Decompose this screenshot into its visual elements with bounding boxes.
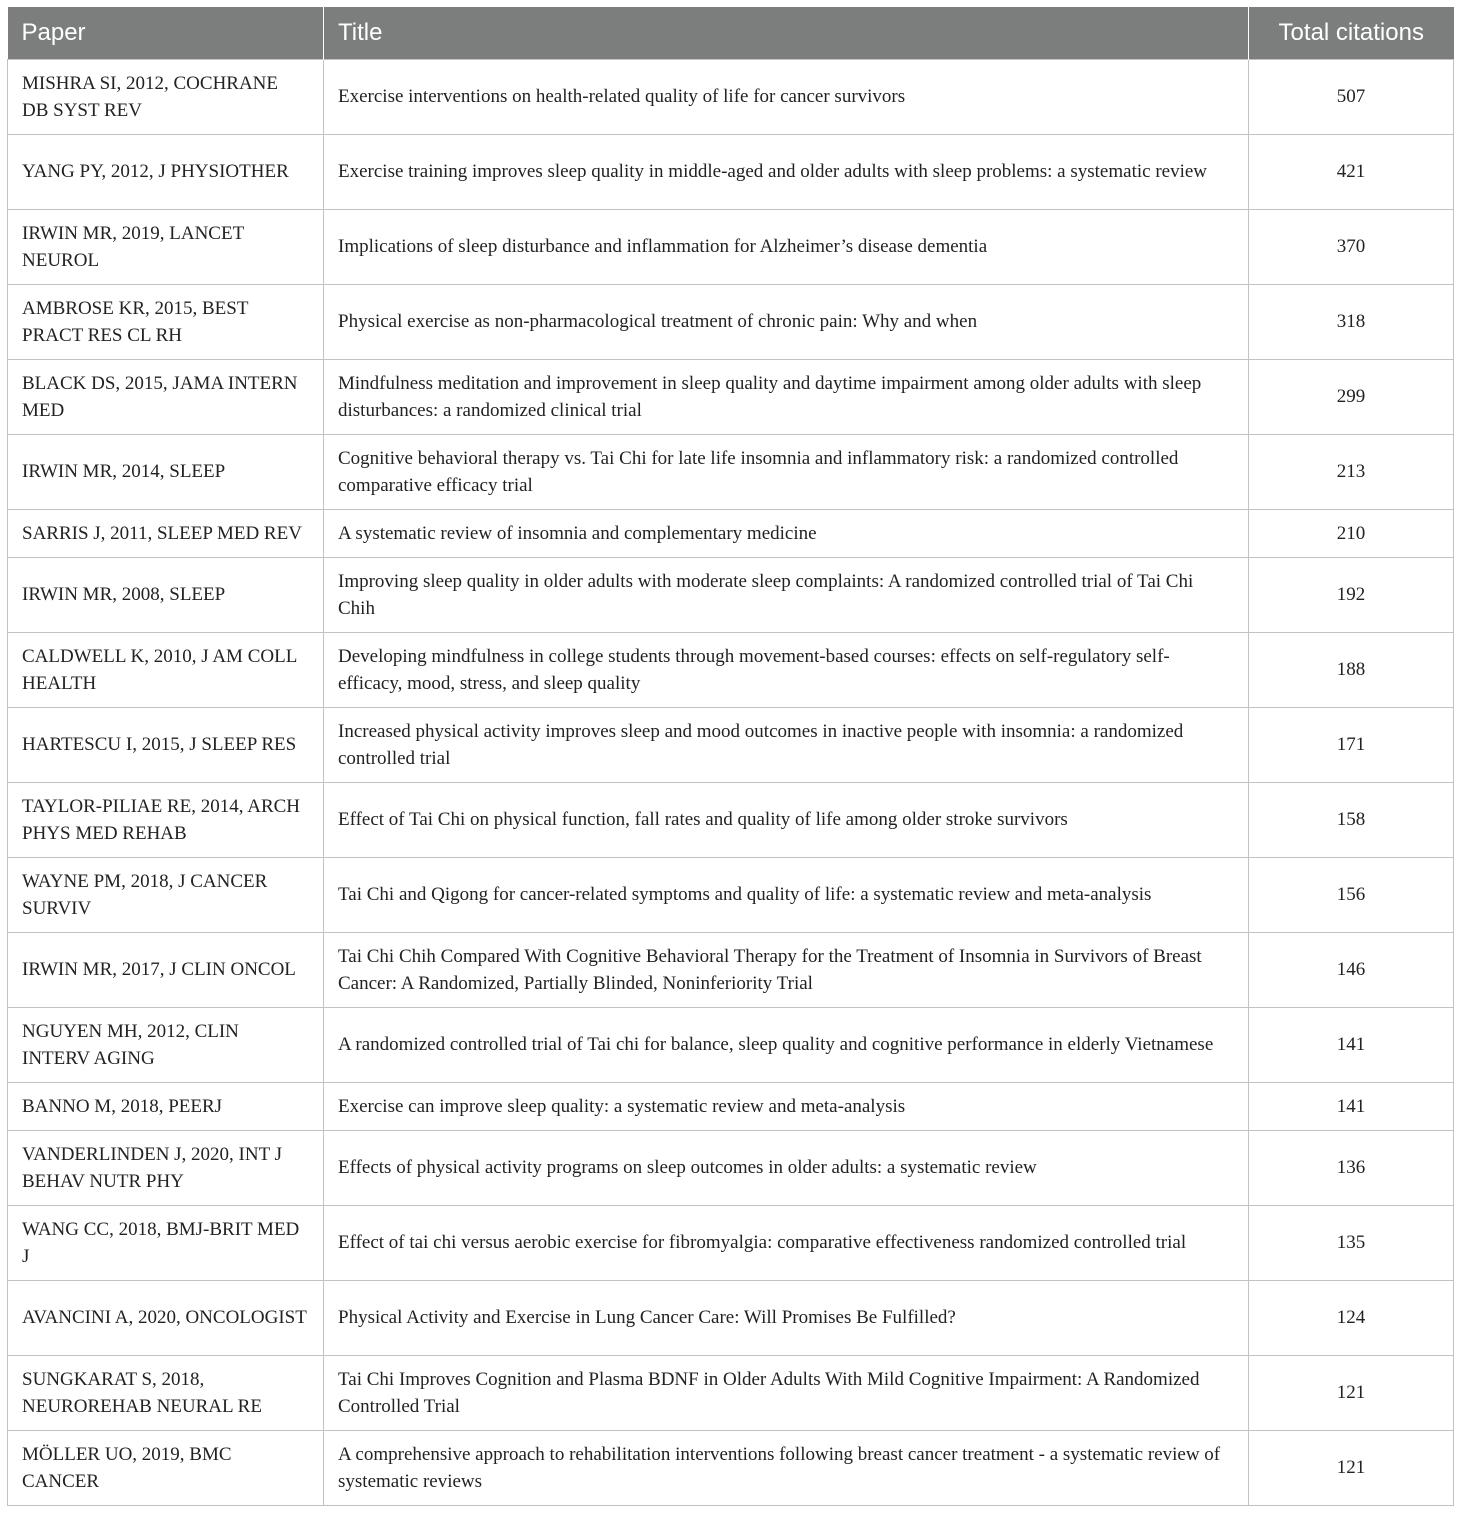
title-cell: Tai Chi and Qigong for cancer-related symptoms and quality of life: a systematic review and meta-analysis	[324, 858, 1249, 933]
title-cell: A comprehensive approach to rehabilitation interventions following breast cancer treatment - a systematic review of systematic reviews	[324, 1431, 1249, 1506]
paper-cell: SARRIS J, 2011, SLEEP MED REV	[8, 510, 324, 558]
table-row	[8, 558, 1454, 633]
table-row	[8, 633, 1454, 708]
paper-cell: IRWIN MR, 2017, J CLIN ONCOL	[8, 933, 324, 1008]
paper-cell: SUNGKARAT S, 2018, NEUROREHAB NEURAL RE	[8, 1356, 324, 1431]
citations-table-container	[7, 7, 1453, 1506]
title-cell: Tai Chi Improves Cognition and Plasma BDNF in Older Adults With Mild Cognitive Impairment: A Randomized Controlled Trial	[324, 1356, 1249, 1431]
citations-cell: 141	[1249, 1083, 1454, 1131]
table-row	[8, 360, 1454, 435]
paper-cell: BLACK DS, 2015, JAMA INTERN MED	[8, 360, 324, 435]
paper-cell: WAYNE PM, 2018, J CANCER SURVIV	[8, 858, 324, 933]
title-cell: Exercise interventions on health-related quality of life for cancer survivors	[324, 60, 1249, 135]
paper-cell: TAYLOR-PILIAE RE, 2014, ARCH PHYS MED REHAB	[8, 783, 324, 858]
header-row	[8, 7, 1454, 60]
paper-cell: YANG PY, 2012, J PHYSIOTHER	[8, 135, 324, 210]
table-row	[8, 1431, 1454, 1506]
citations-cell: 421	[1249, 135, 1454, 210]
paper-cell: NGUYEN MH, 2012, CLIN INTERV AGING	[8, 1008, 324, 1083]
citations-cell: 121	[1249, 1431, 1454, 1506]
citations-cell: 156	[1249, 858, 1454, 933]
table-row	[8, 435, 1454, 510]
table-row	[8, 285, 1454, 360]
citations-cell: 146	[1249, 933, 1454, 1008]
table-row	[8, 210, 1454, 285]
title-cell: Effect of Tai Chi on physical function, fall rates and quality of life among older stroke survivors	[324, 783, 1249, 858]
table-row	[8, 1008, 1454, 1083]
column-header-title: Title	[324, 7, 1249, 60]
table-row	[8, 1206, 1454, 1281]
table-row	[8, 1083, 1454, 1131]
table-row	[8, 1356, 1454, 1431]
citations-table	[7, 7, 1454, 1506]
title-cell: A systematic review of insomnia and complementary medicine	[324, 510, 1249, 558]
paper-cell: AMBROSE KR, 2015, BEST PRACT RES CL RH	[8, 285, 324, 360]
paper-cell: IRWIN MR, 2014, SLEEP	[8, 435, 324, 510]
title-cell: Cognitive behavioral therapy vs. Tai Chi for late life insomnia and inflammatory risk: a randomized controlled comparative efficacy trial	[324, 435, 1249, 510]
citations-cell: 136	[1249, 1131, 1454, 1206]
title-cell: Mindfulness meditation and improvement in sleep quality and daytime impairment among older adults with sleep disturbances: a randomized clinical trial	[324, 360, 1249, 435]
citations-cell: 192	[1249, 558, 1454, 633]
column-header-total-citations: Total citations	[1249, 7, 1454, 60]
table-row	[8, 708, 1454, 783]
column-header-paper: Paper	[8, 7, 324, 60]
table-row	[8, 510, 1454, 558]
paper-cell: HARTESCU I, 2015, J SLEEP RES	[8, 708, 324, 783]
title-cell: Physical exercise as non-pharmacological treatment of chronic pain: Why and when	[324, 285, 1249, 360]
citations-cell: 507	[1249, 60, 1454, 135]
table-header	[8, 7, 1454, 60]
citations-cell: 124	[1249, 1281, 1454, 1356]
table-row	[8, 783, 1454, 858]
citations-cell: 141	[1249, 1008, 1454, 1083]
title-cell: Improving sleep quality in older adults with moderate sleep complaints: A randomized controlled trial of Tai Chi Chih	[324, 558, 1249, 633]
paper-cell: WANG CC, 2018, BMJ-BRIT MED J	[8, 1206, 324, 1281]
table-row	[8, 933, 1454, 1008]
citations-cell: 318	[1249, 285, 1454, 360]
title-cell: Tai Chi Chih Compared With Cognitive Behavioral Therapy for the Treatment of Insomnia in Survivors of Breast Cancer: A Randomized, Partially Blinded, Noninferiority Trial	[324, 933, 1249, 1008]
title-cell: Exercise training improves sleep quality in middle-aged and older adults with sleep problems: a systematic review	[324, 135, 1249, 210]
paper-cell: AVANCINI A, 2020, ONCOLOGIST	[8, 1281, 324, 1356]
paper-cell: MISHRA SI, 2012, COCHRANE DB SYST REV	[8, 60, 324, 135]
paper-cell: CALDWELL K, 2010, J AM COLL HEALTH	[8, 633, 324, 708]
table-row	[8, 1281, 1454, 1356]
citations-cell: 210	[1249, 510, 1454, 558]
title-cell: Effects of physical activity programs on sleep outcomes in older adults: a systematic review	[324, 1131, 1249, 1206]
citations-cell: 213	[1249, 435, 1454, 510]
citations-cell: 188	[1249, 633, 1454, 708]
citations-cell: 158	[1249, 783, 1454, 858]
title-cell: A randomized controlled trial of Tai chi for balance, sleep quality and cognitive performance in elderly Vietnamese	[324, 1008, 1249, 1083]
table-row	[8, 858, 1454, 933]
table-row	[8, 1131, 1454, 1206]
title-cell: Effect of tai chi versus aerobic exercise for fibromyalgia: comparative effectiveness randomized controlled trial	[324, 1206, 1249, 1281]
paper-cell: IRWIN MR, 2019, LANCET NEUROL	[8, 210, 324, 285]
citations-cell: 135	[1249, 1206, 1454, 1281]
title-cell: Increased physical activity improves sleep and mood outcomes in inactive people with insomnia: a randomized controlled trial	[324, 708, 1249, 783]
citations-cell: 370	[1249, 210, 1454, 285]
paper-cell: MÖLLER UO, 2019, BMC CANCER	[8, 1431, 324, 1506]
title-cell: Exercise can improve sleep quality: a systematic review and meta-analysis	[324, 1083, 1249, 1131]
citations-cell: 299	[1249, 360, 1454, 435]
table-body	[8, 60, 1454, 1506]
citations-cell: 121	[1249, 1356, 1454, 1431]
paper-cell: BANNO M, 2018, PEERJ	[8, 1083, 324, 1131]
title-cell: Physical Activity and Exercise in Lung Cancer Care: Will Promises Be Fulfilled?	[324, 1281, 1249, 1356]
paper-cell: VANDERLINDEN J, 2020, INT J BEHAV NUTR PHY	[8, 1131, 324, 1206]
citations-cell: 171	[1249, 708, 1454, 783]
paper-cell: IRWIN MR, 2008, SLEEP	[8, 558, 324, 633]
table-row	[8, 60, 1454, 135]
title-cell: Implications of sleep disturbance and inflammation for Alzheimer’s disease dementia	[324, 210, 1249, 285]
table-row	[8, 135, 1454, 210]
title-cell: Developing mindfulness in college students through movement-based courses: effects on self-regulatory self-efficacy, mood, stress, and sleep quality	[324, 633, 1249, 708]
